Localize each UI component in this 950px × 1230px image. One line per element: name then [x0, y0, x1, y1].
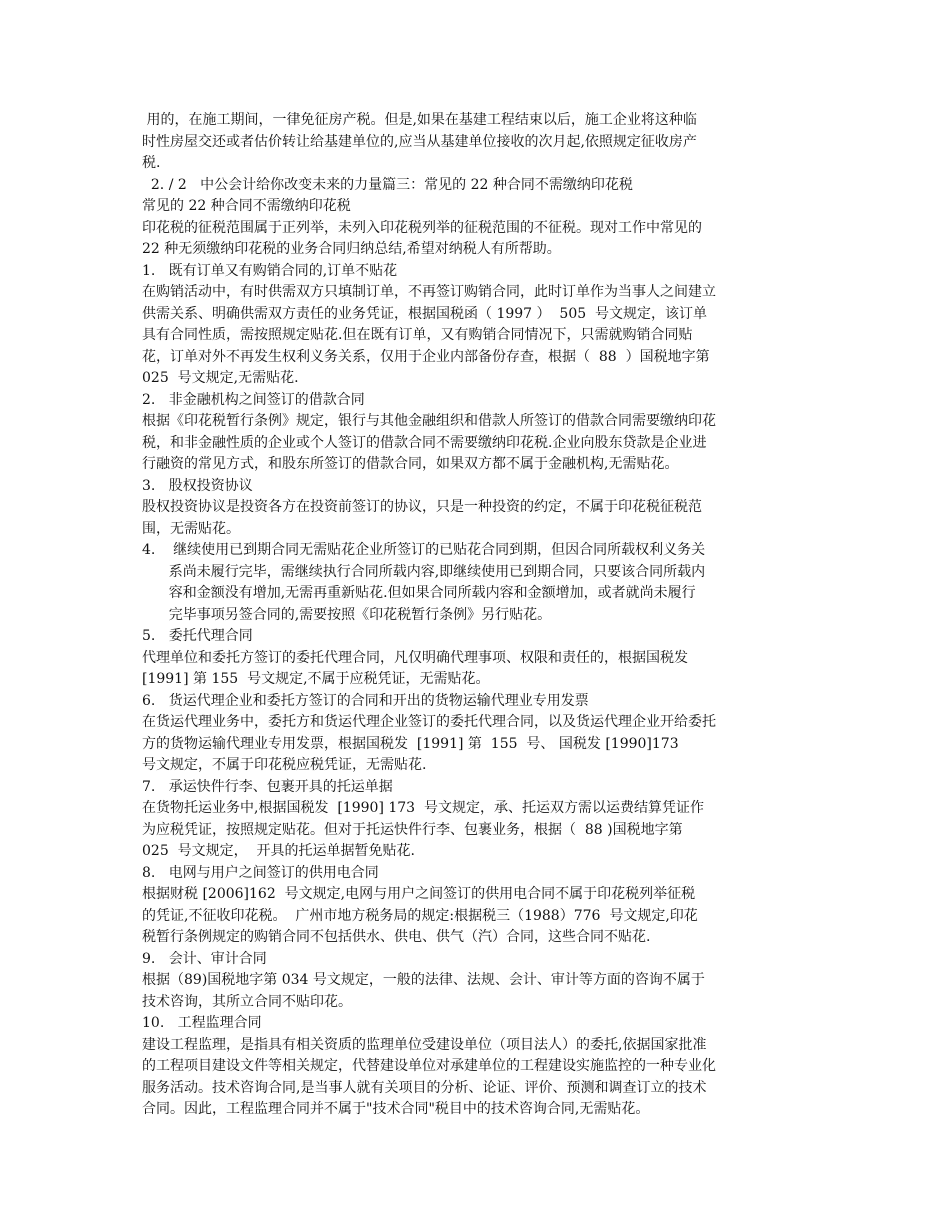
text-line: 10. 工程监理合同 [142, 1015, 262, 1031]
text-line: 根据《印花税暂行条例》规定，银行与其他金融组织和借款人所签订的借款合同需要缴纳印花 [142, 413, 716, 429]
text-line: 号文规定，不属于印花税应税凭证，无需贴花. [142, 757, 427, 773]
text-line: 在货物托运业务中,根据国税发 [1990] 173 号文规定，承、托运双方需以运费结算凭证作 [142, 800, 704, 816]
text-line: 供需关系、明确供需双方责任的业务凭证，根据国税函（ 1997 ） 505 号文规定，该订单 [142, 305, 708, 322]
text-line: 2. / 2 中公会计给你改变未来的力量篇三：常见的 22 种合同不需缴纳印花税 [142, 176, 633, 193]
text-line: 6. 货运代理企业和委托方签订的合同和开出的货物运输代理业专用发票 [142, 692, 589, 709]
text-line: 9. 会计、审计合同 [142, 950, 267, 967]
text-line: 用的，在施工期间，一律免征房产税。但是,如果在基建工程结束以后，施工企业将这种临 [142, 112, 697, 128]
text-line: 股权投资协议是投资各方在投资前签订的协议，只是一种投资的约定，不属于印花税征税范 [142, 499, 702, 515]
text-line: 常见的 22 种合同不需缴纳印花税 [142, 198, 351, 214]
document-page [142, 110, 812, 1121]
text-line: 税暂行条例规定的购销合同不包括供水、供电、供气（汽）合同，这些合同不贴花. [142, 929, 651, 945]
text-line: 围，无需贴花。 [142, 520, 240, 537]
text-line: 花，订单对外不再发生权利义务关系，仅用于企业内部备份存查，根据（ 88 ）国税地字第 [142, 348, 710, 365]
text-line: 025 号文规定， 开具的托运单据暂免贴花. [142, 843, 415, 859]
text-line: 系尚未履行完毕，需继续执行合同所载内容,即继续使用已到期合同，只要该合同所载内 [142, 563, 706, 580]
text-line: 技术咨询，其所立合同不贴印花。 [142, 993, 352, 1010]
text-line: 税. [142, 155, 161, 171]
text-line: 时性房屋交还或者估价转让给基建单位的,应当从基建单位接收的次月起,依照规定征收房产 [142, 133, 697, 150]
text-line: 行融资的常见方式，和股东所签订的借款合同，如果双方都不属于金融机构,无需贴花。 [142, 456, 679, 472]
text-line: 具有合同性质，需按照规定贴花.但在既有订单，又有购销合同情况下，只需就购销合同贴 [142, 327, 693, 343]
text-line: 8. 电网与用户之间签订的供用电合同 [142, 864, 379, 881]
text-line: 3. 股权投资协议 [142, 477, 253, 494]
text-line: 1. 既有订单又有购销合同的,订单不贴花 [142, 262, 398, 279]
text-line: 的凭证,不征收印花税。 广州市地方税务局的规定:根据税三（1988）776 号文规定,印花 [142, 907, 698, 924]
text-line: 根据财税 [2006]162 号文规定,电网与用户之间签订的供用电合同不属于印花税列举征税 [142, 886, 696, 902]
text-line: 税，和非金融性质的企业或个人签订的借款合同不需要缴纳印花税.企业向股东贷款是企业进 [142, 434, 707, 451]
text-line: 在购销活动中，有时供需双方只填制订单，不再签订购销合同，此时订单作为当事人之间建立 [142, 284, 716, 300]
text-line: 5. 委托代理合同 [142, 628, 253, 644]
text-line: 建设工程监理，是指具有相关资质的监理单位受建设单位（项目法人）的委托,依据国家批准 [142, 1036, 707, 1053]
text-line: 2. 非金融机构之间签订的借款合同 [142, 391, 365, 408]
text-line: 025 号文规定,无需贴花. [142, 370, 299, 386]
text-line: 完毕事项另签合同的,需要按照《印花税暂行条例》另行贴花。 [142, 606, 552, 623]
text-line: 印花税的征税范围属于正列举，未列入印花税列举的征税范围的不征税。现对工作中常见的 [142, 219, 702, 236]
text-line: 合同。因此，工程监理合同并不属于"技术合同"税目中的技术咨询合同,无需贴花。 [142, 1101, 650, 1117]
text-line: 容和金额没有增加,无需再重新贴花.但如果合同所载内容和金额增加，或者就尚未履行 [142, 585, 696, 601]
text-line: 在货运代理业务中，委托方和货运代理企业签订的委托代理合同，以及货运代理企业开给委托 [142, 714, 716, 730]
text-line: 7. 承运快件行李、包裹开具的托运单据 [142, 778, 393, 795]
text-line: 的工程项目建设文件等相关规定，代替建设单位对承建单位的工程建设实施监控的一种专业化 [142, 1058, 716, 1074]
text-line: 4. 继续使用已到期合同无需贴花企业所签订的已贴花合同到期，但因合同所载权利义务关 [142, 542, 706, 558]
text-line: 代理单位和委托方签订的委托代理合同，凡仅明确代理事项、权限和责任的，根据国税发 [142, 649, 688, 666]
text-line: 为应税凭证，按照规定贴花。但对于托运快件行李、包裹业务，根据（ 88 )国税地字第 [142, 821, 683, 838]
text-line: 根据（89)国税地字第 034 号文规定，一般的法律、法规、会计、审计等方面的咨询不属于 [142, 972, 705, 988]
text-line: 方的货物运输代理业专用发票，根据国税发 [1991] 第 155 号、 国税发 [1990]173 [142, 735, 679, 752]
text-line: [1991] 第 155 号文规定,不属于应税凭证，无需贴花。 [142, 671, 490, 687]
text-line: 服务活动。技术咨询合同,是当事人就有关项目的分析、论证、评价、预测和调查订立的技术 [142, 1079, 707, 1096]
text-line: 22 种无须缴纳印花税的业务合同归纳总结,希望对纳税人有所帮助。 [142, 241, 561, 257]
